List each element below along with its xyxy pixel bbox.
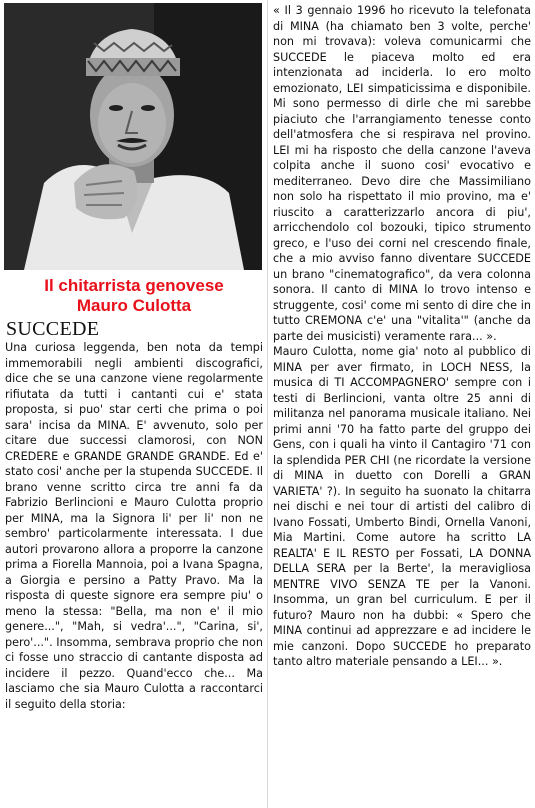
- article-headline: SUCCEDE: [6, 318, 100, 340]
- portrait-illustration: [4, 3, 262, 270]
- column-divider: [267, 0, 268, 808]
- right-column: [273, 3, 531, 803]
- right-column-bio: Mauro Culotta, nome gia' noto al pubblico di MINA per aver firmato, in LOCH NESS, la musica di TI ACCOMPAGNERO' sempre con i testi di Berlincioni, vanta oltre 25 anni di militanza nel panorama musicale italiano. Nei primi anni '70 ha fatto parte del gruppo dei Gens, con i quali ha vinto il Cantagiro '71 con la splendida PER CHI (ne ricordate la versione di MINA in duetto con Dorelli a GRAN VARIETA' ?). In seguito ha suonato la chitarra nei dischi e nei tour di artisti del calibro di Ivano Fossati, Umberto Bindi, Ornella Vanoni, Mia Martini. Come autore ha scritto LA REALTA' E IL RESTO per Fossati, LA DONNA DELLA SERA per la Berte', la meravigliosa MENTRE VIVO SENZA TE per la Vanoni. Insomma, un gran bel curriculum. E per il futuro? Mauro non ha dubbi: « Spero che MINA continui ad apprezzare e ad incidere le mie canzoni. Dopo SUCCEDE ho preparato tanto altro materiale pensando a LEI... ».: [273, 345, 531, 668]
- portrait-photo: [4, 3, 262, 270]
- caption-line-1: Il chitarrista genovese: [44, 276, 224, 295]
- photo-caption: [4, 276, 264, 316]
- left-column: [5, 340, 263, 780]
- caption-line-2: Mauro Culotta: [76, 296, 192, 315]
- left-column-text: Una curiosa leggenda, ben nota da tempi immemorabili negli ambienti discografici, dice che se una canzone viene regolarmente rifiutata da tutti i cantanti cui e' stata proposta, si puo' star certi che prima o poi sara' incisa da MINA. E' avvenuto, solo per citare due successi clamorosi, con NON CREDERE e GRANDE GRANDE GRANDE. Ed e' stato cosi' anche per la stupenda SUCCEDE. Il brano venne scritto circa tre anni fa da Fabrizio Berlincioni e Mauro Culotta proprio per MINA, ma la Signora li' per li' non ne sembro' particolarmente interessata. I due autori provarono allora a proporre la canzone prima a Fiorella Mannoia, poi a Ivana Spagna, a Giorgia e persino a Patty Pravo. Ma la risposta di queste signore era sempre piu' o meno la stessa: "Bella, ma non e' il mio genere...", "Mah, si vedra'...", "Carina, si', pero'...". Insomma, sembrava proprio che non ci fosse uno straccio di cantante disposta ad incidere il pezzo. Quand'ecco che... Ma lasciamo che sia Mauro Culotta a raccontarci il seguito della storia:: [5, 341, 263, 711]
- right-column-quote: « Il 3 gennaio 1996 ho ricevuto la telefonata di MINA (ha chiamato ben 3 volte, perche' non mi trovava): voleva comunicarmi che SUCCEDE le piaceva molto ed era intenzionata ad inciderla. Io ero molto emozionato, LEI simpaticissima e disponibile. Mi sono permesso di dirle che mi sarebbe piaciuto che l'arrangiamento tenesse conto dell'atmosfera che si respirava nel provino. LEI mi ha risposto che della canzone l'aveva colpita anche il suono cosi' evocativo e mediterraneo. Devo dire che Massimiliano non solo ha rispettato il mio provino, ma e' riuscito a caratterizzarlo ancora di piu', arricchendolo col bozouki, tipico strumento greco, e l'uso dei corni nel crescendo finale, che a mio avviso fanno diventare SUCCEDE un brano "cinematografico", da vera colonna sonora. Il canto di MINA lo trovo intenso e struggente, cosi' come mi sento di dire che in tutto CREMONA c'e' una "vitalita'" (anche da parte dei musicisti) veramente rara... ».: [273, 4, 531, 343]
